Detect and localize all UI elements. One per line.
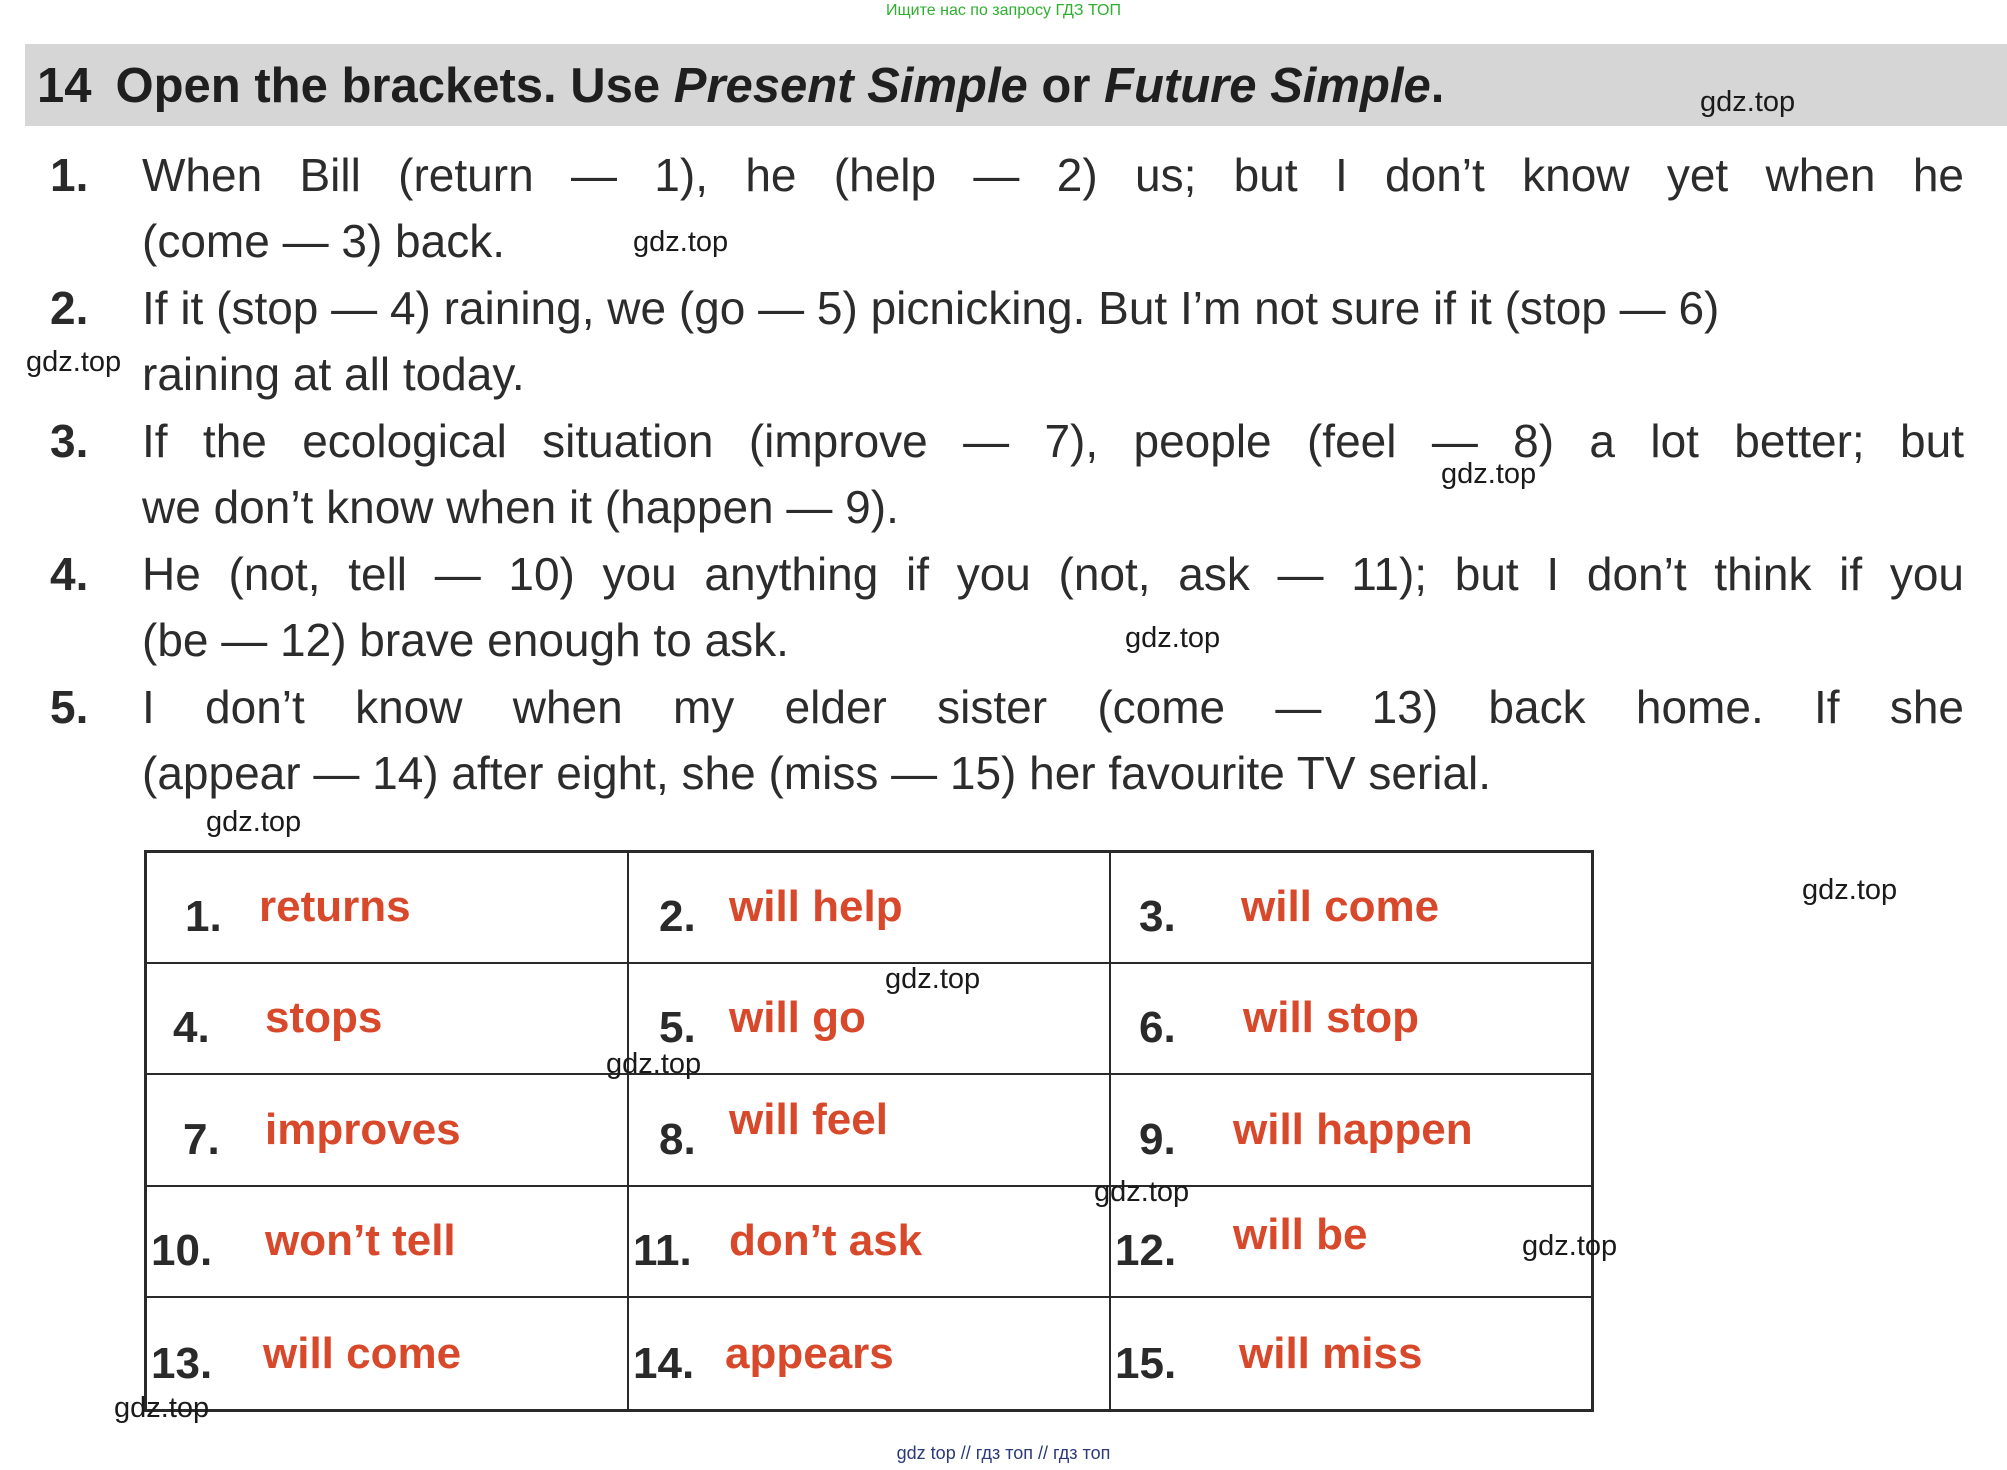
answer-text: will feel bbox=[729, 1094, 888, 1144]
answer-cell bbox=[147, 853, 629, 964]
answer-number: 14. bbox=[633, 1338, 695, 1388]
answer-text: don’t ask bbox=[729, 1215, 923, 1265]
watermark: gdz.top bbox=[606, 1048, 702, 1080]
sentence-line: If it (stop — 4) raining, we (go — 5) picnicking. But I’m not sure if it (stop — 6) bbox=[142, 282, 1720, 334]
answer-number: 10. bbox=[151, 1225, 213, 1275]
answer-cell bbox=[629, 964, 1111, 1075]
answer-text: improves bbox=[265, 1104, 461, 1154]
answer-cell bbox=[629, 1187, 1111, 1298]
answer-cell bbox=[629, 1298, 1111, 1409]
sentence-number: 3. bbox=[50, 415, 89, 467]
watermark: gdz.top bbox=[26, 346, 122, 378]
sentence-line: I don’t know when my elder sister (come — 13) back home. If she bbox=[142, 681, 1964, 733]
answer-cell bbox=[629, 1075, 1111, 1186]
answer-text: returns bbox=[259, 882, 411, 932]
answer-text: stops bbox=[265, 993, 383, 1043]
answer-cell bbox=[147, 1187, 629, 1298]
title-italic-future: Future Simple bbox=[1104, 59, 1431, 113]
sentence-line: If the ecological situation (improve — 7), people (feel — 8) a lot better; but bbox=[142, 415, 1964, 467]
answer-text: will be bbox=[1233, 1209, 1368, 1259]
title-part: or bbox=[1027, 59, 1105, 113]
answer-number: 6. bbox=[1139, 1003, 1176, 1053]
watermark: gdz.top bbox=[1125, 622, 1221, 654]
answer-text: will happen bbox=[1233, 1104, 1473, 1154]
sentence-number: 1. bbox=[50, 149, 89, 201]
answer-number: 7. bbox=[183, 1114, 220, 1164]
answer-text: will come bbox=[1241, 882, 1440, 932]
footer: gdz top // гдз топ // гдз топ bbox=[896, 1443, 1111, 1463]
answer-cell bbox=[1111, 964, 1591, 1075]
answer-text: will miss bbox=[1239, 1328, 1423, 1378]
watermark: gdz.top bbox=[1441, 458, 1537, 490]
answer-cell bbox=[147, 964, 629, 1075]
answer-number: 11. bbox=[633, 1225, 692, 1275]
title-part: . bbox=[1430, 59, 1445, 113]
watermark: gdz.top bbox=[1802, 874, 1898, 906]
answer-cell bbox=[147, 1298, 629, 1409]
sentence-line: He (not, tell — 10) you anything if you (not, ask — 11); but I don’t think if you bbox=[142, 548, 1964, 600]
answer-cell bbox=[629, 853, 1111, 964]
answer-cell bbox=[147, 1075, 629, 1186]
exercise-title bbox=[37, 58, 1444, 114]
sentence-line: (be — 12) brave enough to ask. bbox=[142, 614, 789, 666]
title-part: Open the brackets. Use bbox=[115, 59, 674, 113]
exercise-number: 14 bbox=[37, 59, 92, 113]
sentence-line: raining at all today. bbox=[142, 348, 525, 400]
watermark: gdz.top bbox=[633, 226, 729, 258]
title-italic-present: Present Simple bbox=[673, 59, 1028, 113]
sentence-number: 5. bbox=[50, 681, 89, 733]
answer-text: will come bbox=[263, 1328, 462, 1378]
answer-text: will go bbox=[729, 993, 866, 1043]
answer-number: 5. bbox=[659, 1003, 696, 1053]
watermark: gdz.top bbox=[114, 1392, 210, 1424]
sentence-number: 4. bbox=[50, 548, 89, 600]
answer-number: 15. bbox=[1115, 1338, 1177, 1388]
watermark: gdz.top bbox=[885, 963, 981, 995]
answers-table bbox=[144, 850, 1594, 1412]
top-banner: Ищите нас по запросу ГДЗ ТОП bbox=[886, 2, 1121, 19]
answer-text: won’t tell bbox=[265, 1215, 456, 1265]
answer-number: 8. bbox=[659, 1114, 696, 1164]
answer-cell bbox=[1111, 1298, 1591, 1409]
answer-cell bbox=[1111, 1075, 1591, 1186]
answer-text: appears bbox=[725, 1328, 894, 1378]
watermark: gdz.top bbox=[1094, 1176, 1190, 1208]
answer-number: 12. bbox=[1115, 1225, 1177, 1275]
answer-number: 9. bbox=[1139, 1114, 1176, 1164]
answer-number: 4. bbox=[173, 1003, 210, 1053]
sentence-number: 2. bbox=[50, 282, 89, 334]
answer-text: will stop bbox=[1243, 993, 1419, 1043]
answer-number: 2. bbox=[659, 892, 696, 942]
sentence-line: we don’t know when it (happen — 9). bbox=[142, 481, 899, 533]
answer-number: 3. bbox=[1139, 892, 1176, 942]
answer-text: will help bbox=[729, 882, 903, 932]
answer-number: 13. bbox=[151, 1338, 213, 1388]
watermark: gdz.top bbox=[1700, 86, 1796, 118]
watermark: gdz.top bbox=[206, 806, 302, 838]
answer-cell bbox=[1111, 853, 1591, 964]
watermark: gdz.top bbox=[1522, 1230, 1618, 1262]
answer-number: 1. bbox=[185, 892, 222, 942]
sentence-line: (appear — 14) after eight, she (miss — 15) her favourite TV serial. bbox=[142, 747, 1492, 799]
sentence-line: (come — 3) back. bbox=[142, 215, 505, 267]
sentence-line: When Bill (return — 1), he (help — 2) us; but I don’t know yet when he bbox=[142, 149, 1964, 201]
